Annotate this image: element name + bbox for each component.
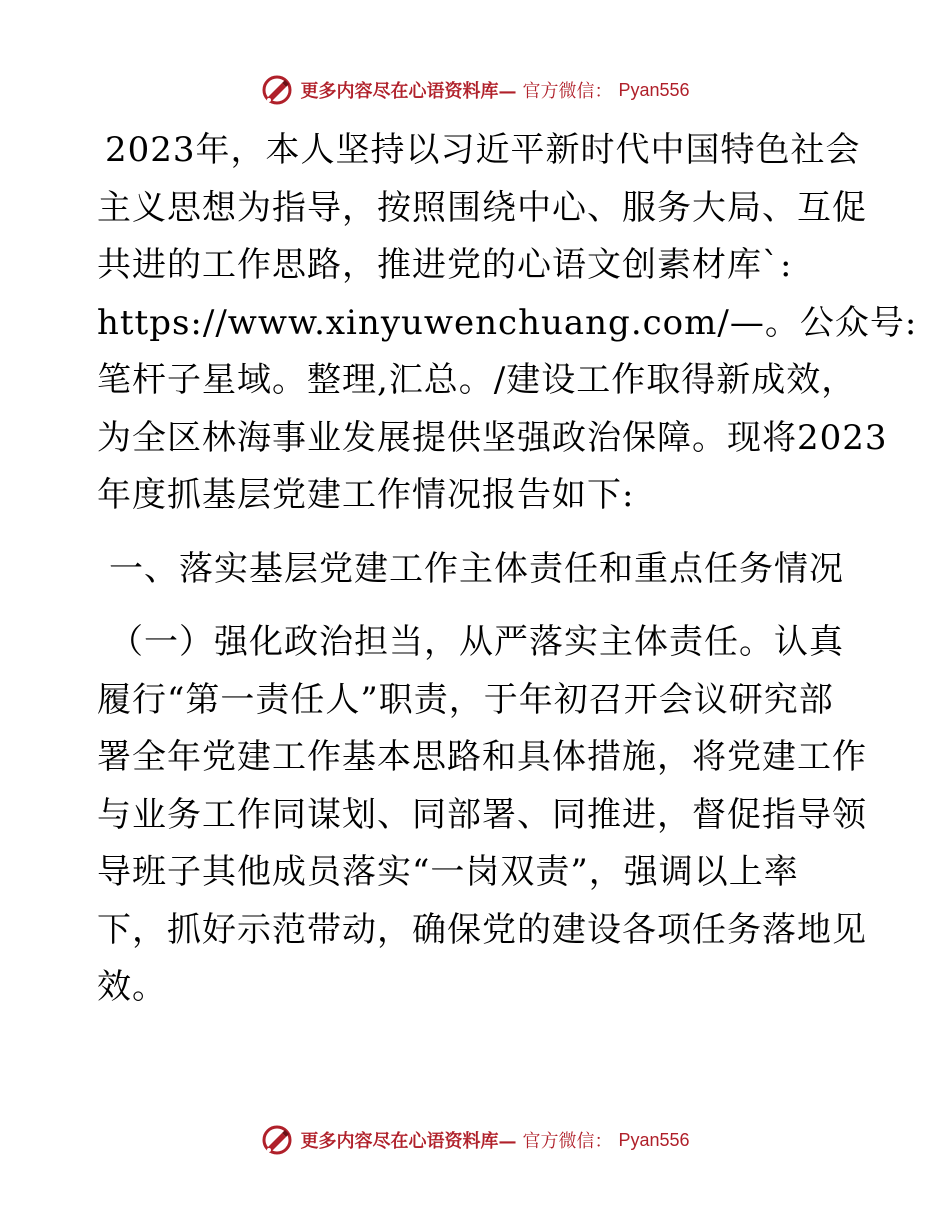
pen-logo-icon xyxy=(260,1123,294,1157)
section1-line-3: 署全年党建工作基本思路和具体措施，将党建工作 xyxy=(97,737,867,777)
intro-line-6: 为全区林海事业发展提供坚强政治保障。现将2023 xyxy=(97,417,888,458)
pen-logo-icon xyxy=(260,73,294,107)
footer-watermark-banner xyxy=(0,1122,950,1158)
section1-line-6: 下，抓好示范带动，确保党的建设各项任务落地见 xyxy=(97,909,867,950)
intro-line-5: 笔杆子星域。整理,汇总。/建设工作取得新成效， xyxy=(97,360,857,400)
watermark-wechat-id: Pyan556 xyxy=(618,79,690,100)
section1-line-5: 导班子其他成员落实“一岗双责”，强调以上率 xyxy=(97,852,799,892)
section1-line-4: 与业务工作同谋划、同部署、同推进，督促指导领 xyxy=(97,794,867,835)
intro-line-4: https://www.xinyuwenchuang.com/—。公众号: xyxy=(97,302,918,343)
intro-line-2: 主义思想为指导，按照围绕中心、服务大局、互促 xyxy=(97,187,867,228)
watermark-wechat-id: Pyan556 xyxy=(618,1129,690,1150)
watermark-wechat-label: 官方微信： xyxy=(522,1131,613,1152)
intro-line-1: 2023年，本人坚持以习近平新时代中国特色社会 xyxy=(105,130,861,170)
watermark-wechat-label: 官方微信： xyxy=(522,81,613,102)
section-heading: 一、落实基层党建工作主体责任和重点任务情况 xyxy=(109,548,844,589)
intro-line-7: 年度抓基层党建工作情况报告如下: xyxy=(97,475,635,515)
watermark-main-text: 更多内容尽在心语资料库— xyxy=(300,81,517,102)
intro-line-3: 共进的工作思路，推进党的心语文创素材库`: xyxy=(97,245,793,285)
section1-line-7: 效。 xyxy=(97,967,167,1007)
section1-line-1: （一）强化政治担当，从严落实主体责任。认真 xyxy=(109,622,844,662)
watermark-main-text: 更多内容尽在心语资料库— xyxy=(300,1131,517,1152)
header-watermark-banner xyxy=(0,72,950,108)
document-body xyxy=(97,122,918,1017)
section1-line-2: 履行“第一责任人”职责，于年初召开会议研究部 xyxy=(97,679,834,720)
